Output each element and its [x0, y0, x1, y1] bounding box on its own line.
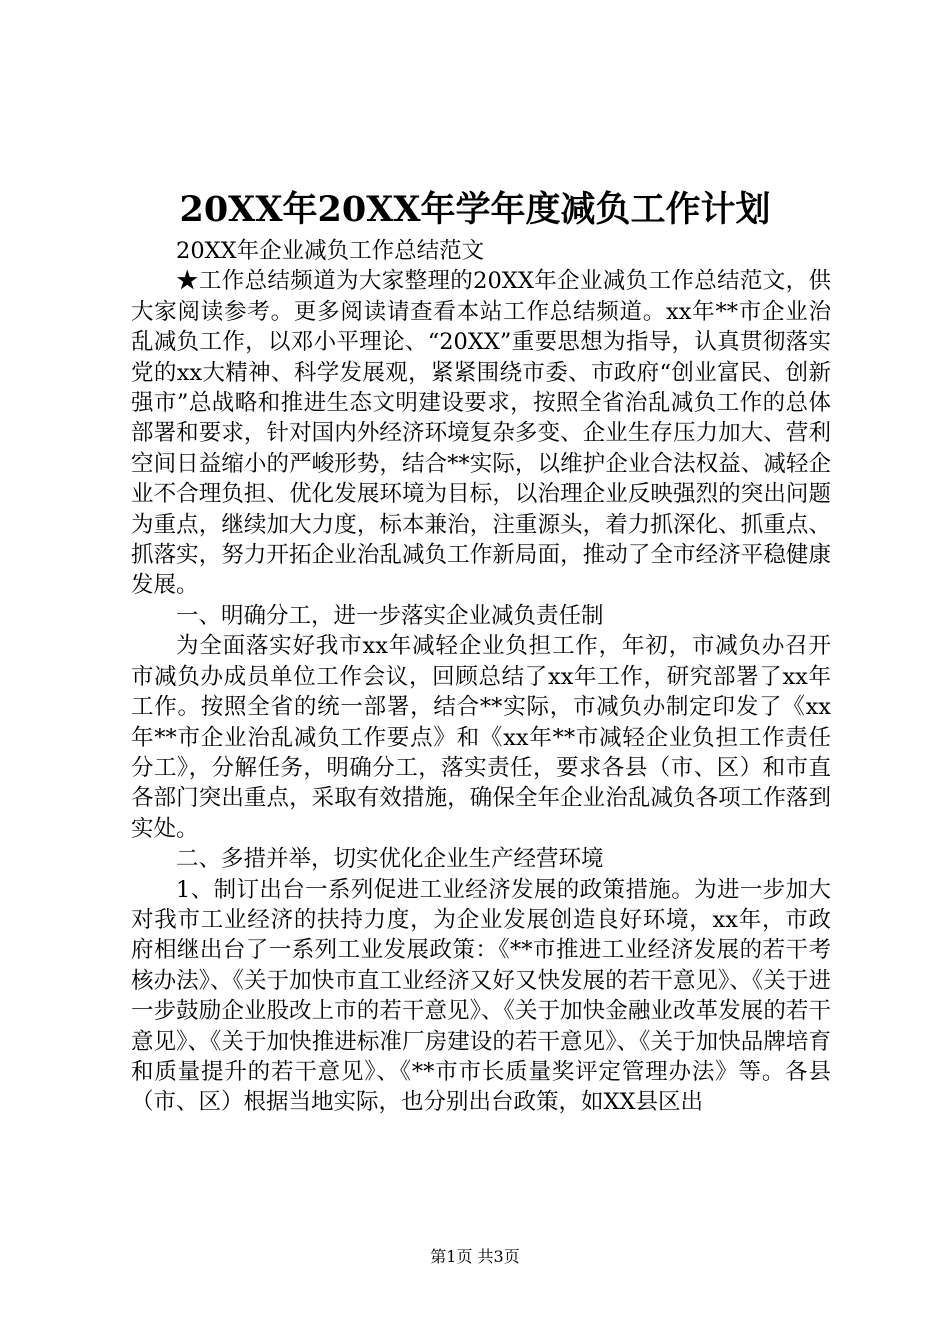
document-title: 20XX年20XX年学年度减负工作计划: [179, 189, 771, 230]
paragraph-section-2-item-1: 1、制订出台一系列促进工业经济发展的政策措施。为进一步加大对我市工业经济的扶持力度，为企业发展创造良好环境，xx年，市政府相继出台了一系列工业发展政策：《**市推进工业经济发展的若干考核办法》、《关于加快市直工业经济又好又快发展的若干意见》、《关于进一步鼓励企业股改上市的若干意见》、《关于加快金融业改革发展的若干意见》、《关于加快推进标准厂房建设的若干意见》、《关于加快品牌培育和质量提升的若干意见》、《**市市长质量奖评定管理办法》等。各县（市、区）根据当地实际，也分别出台政策，如XX县区出: [131, 876, 831, 1116]
section-heading-1: 一、明确分工，进一步落实企业减负责任制: [176, 602, 604, 629]
paragraph-intro: ★工作总结频道为大家整理的20XX年企业减负工作总结范文，供大家阅读参考。更多阅读请查看本站工作总结频道。xx年**市企业治乱减负工作，以邓小平理论、“20XX”重要思想为指导，认真贯彻落实党的xx大精神、科学发展观，紧紧围绕市委、市政府“创业富民、创新强市”总战略和推进生态文明建设要求，按照全省治乱减负工作的总体部署和要求，针对国内外经济环境复杂多变、企业生存压力加大、营利空间日益缩小的严峻形势，结合**实际，以维护企业合法权益、减轻企业不合理负担、优化发展环境为目标，以治理企业反映强烈的突出问题为重点，继续加大力度，标本兼治，注重源头，着力抓深化、抓重点、抓落实，努力开拓企业治乱减负工作新局面，推动了全市经济平稳健康发展。: [131, 268, 831, 599]
paragraph-section-1: 为全面落实好我市xx年减轻企业负担工作，年初，市减负办召开市减负办成员单位工作会议，回顾总结了xx年工作，研究部署了xx年工作。按照全省的统一部署，结合**实际，市减负办制定印发了《xx年**市企业治乱减负工作要点》和《xx年**市减轻企业负担工作责任分工》，分解任务，明确分工，落实责任，要求各县（市、区）和市直各部门突出重点，采取有效措施，确保全年企业治乱减负各项工作落到实处。: [131, 633, 831, 842]
section-heading-2: 二、多措并举，切实优化企业生产经营环境: [176, 846, 604, 873]
document-body: [131, 236, 831, 1118]
page-footer: 第1页 共3页: [430, 1247, 520, 1266]
section-subtitle: 20XX年企业减负工作总结范文: [176, 238, 485, 264]
